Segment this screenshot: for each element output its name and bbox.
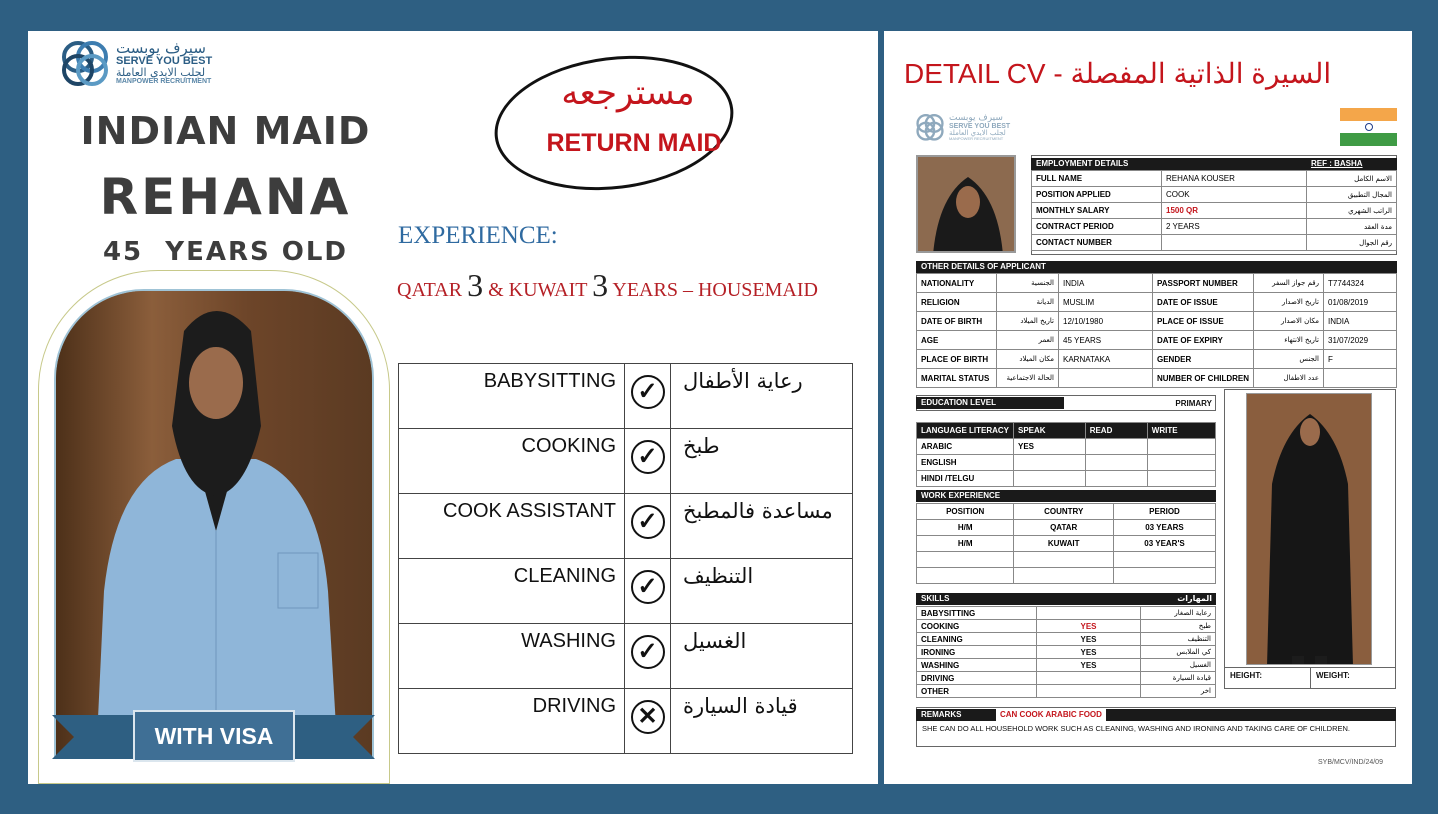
language-header: SPEAK (1014, 423, 1086, 439)
work-cell: QATAR (1014, 520, 1114, 536)
skill-name-en: BABYSITTING (399, 364, 625, 429)
skill-name-en: CLEANING (399, 559, 625, 624)
logo-english-sub: MANPOWER RECRUITMENT (116, 78, 212, 85)
skill-name-ar: الغسيل (671, 624, 853, 689)
work-experience-table (916, 503, 1216, 584)
work-column-header: PERIOD (1113, 504, 1215, 520)
field-label-ar: تاريخ الاصدار (1254, 293, 1324, 312)
language-cell (1014, 455, 1086, 471)
cv-logo (914, 111, 1010, 143)
skill-name-ar: الغسيل (1141, 659, 1216, 672)
skill-name-ar: رعاية الأطفال (671, 364, 853, 429)
ref-code: REF : BASHA (1311, 159, 1363, 168)
skill-name-en: WASHING (399, 624, 625, 689)
field-label: CONTACT NUMBER (1032, 235, 1162, 251)
other-details-table (916, 273, 1397, 388)
field-label: POSITION APPLIED (1032, 187, 1162, 203)
field-label: PASSPORT NUMBER (1153, 274, 1254, 293)
india-flag-icon (1340, 108, 1397, 146)
skill-row (399, 494, 853, 559)
field-label-ar: مكان الميلاد (997, 350, 1059, 369)
logo-arabic: سيرف يوبست (949, 112, 1003, 123)
skill-check-cell (625, 494, 671, 559)
field-label: DATE OF EXPIRY (1153, 331, 1254, 350)
field-label-ar: الجنسية (997, 274, 1059, 293)
employment-title: EMPLOYMENT DETAILS (1036, 159, 1129, 168)
skill-name-ar: طبخ (1141, 620, 1216, 633)
checkmark-icon: ✓ (631, 570, 665, 604)
detail-row (917, 312, 1397, 331)
field-label-ar: رقم جواز السفر (1254, 274, 1324, 293)
field-label: AGE (917, 331, 997, 350)
employment-row (1032, 187, 1397, 203)
remarks-label: REMARKS (921, 710, 962, 719)
field-value (1059, 369, 1153, 388)
work-row (917, 536, 1216, 552)
field-value: KARNATAKA (1059, 350, 1153, 369)
logo-english: SERVE YOU BEST (949, 122, 1011, 130)
field-label: NATIONALITY (917, 274, 997, 293)
logo-knot-icon (914, 111, 946, 143)
cv-skill-row (917, 646, 1216, 659)
exp-years-2: 3 (592, 267, 609, 303)
language-cell: ENGLISH (917, 455, 1014, 471)
employment-header (1031, 158, 1397, 170)
language-header: READ (1085, 423, 1147, 439)
field-value: INDIA (1324, 312, 1397, 331)
work-row (917, 568, 1216, 584)
field-value: COOK (1162, 187, 1307, 203)
skill-name: CLEANING (917, 633, 1037, 646)
skill-name: OTHER (917, 685, 1037, 698)
field-label: NUMBER OF CHILDREN (1153, 369, 1254, 388)
cv-skill-row (917, 659, 1216, 672)
detail-row (917, 331, 1397, 350)
language-cell: HINDI /TELGU (917, 471, 1014, 487)
skills-header (916, 593, 1216, 605)
cv-photo-small (916, 155, 1016, 253)
logo-knot-icon (58, 37, 112, 89)
return-arabic: مسترجعه (561, 73, 695, 113)
language-row (917, 471, 1216, 487)
divider (1310, 667, 1311, 689)
logo-english: SERVE YOU BEST (116, 55, 213, 67)
field-label: PLACE OF ISSUE (1153, 312, 1254, 331)
employment-row (1032, 219, 1397, 235)
skill-name-en: DRIVING (399, 689, 625, 754)
detail-row (917, 350, 1397, 369)
skill-name-ar: التنظيف (1141, 633, 1216, 646)
work-cell (917, 568, 1014, 584)
remarks-highlight: CAN COOK ARABIC FOOD (996, 709, 1106, 721)
exp-part: YEARS – HOUSEMAID (608, 279, 818, 301)
skill-name-en: COOKING (399, 429, 625, 494)
employment-row (1032, 235, 1397, 251)
field-value: MUSLIM (1059, 293, 1153, 312)
skill-name-ar: التنظيف (671, 559, 853, 624)
detail-row (917, 274, 1397, 293)
work-header-row (917, 504, 1216, 520)
cv-photo-full (1246, 393, 1372, 665)
with-visa-badge: WITH VISA (133, 710, 295, 762)
language-cell (1147, 455, 1215, 471)
checkmark-icon: ✓ (631, 505, 665, 539)
skill-name: DRIVING (917, 672, 1037, 685)
skill-row (399, 429, 853, 494)
education-label: EDUCATION LEVEL (916, 397, 1064, 409)
checkmark-icon: ✓ (631, 635, 665, 669)
logo-arabic: سيرف يوبست (116, 39, 206, 57)
work-cell: 03 YEARS (1113, 520, 1215, 536)
field-value: 45 YEARS (1059, 331, 1153, 350)
language-cell: YES (1014, 439, 1086, 455)
field-label-ar: تاريخ الانتهاء (1254, 331, 1324, 350)
field-label-ar: المجال التطبيق (1307, 187, 1397, 203)
field-value: 1500 QR (1162, 203, 1307, 219)
maid-nationality: INDIAN MAID (80, 109, 371, 153)
field-label: GENDER (1153, 350, 1254, 369)
checkmark-icon: ✓ (631, 440, 665, 474)
field-label: FULL NAME (1032, 171, 1162, 187)
field-label-ar: العمر (997, 331, 1059, 350)
cv-skills-table (916, 606, 1216, 698)
language-table (916, 422, 1216, 487)
height-label: HEIGHT: (1230, 671, 1262, 680)
skill-check-cell (625, 624, 671, 689)
field-value (1324, 369, 1397, 388)
skill-name-ar: كي الملابس (1141, 646, 1216, 659)
cv-skill-row (917, 620, 1216, 633)
detail-row (917, 293, 1397, 312)
maid-photo (54, 289, 374, 759)
work-row (917, 520, 1216, 536)
skill-name: BABYSITTING (917, 607, 1037, 620)
language-cell (1014, 471, 1086, 487)
language-cell (1085, 439, 1147, 455)
language-header-row (917, 423, 1216, 439)
skill-value: YES (1037, 646, 1141, 659)
field-label: MONTHLY SALARY (1032, 203, 1162, 219)
maid-name: REHANA (99, 168, 352, 226)
field-value: INDIA (1059, 274, 1153, 293)
cv-skill-row (917, 633, 1216, 646)
detail-row (917, 369, 1397, 388)
exp-years-1: 3 (467, 267, 484, 303)
field-value: 31/07/2029 (1324, 331, 1397, 350)
exp-part: & KUWAIT (483, 279, 593, 301)
work-cell (1014, 552, 1114, 568)
logo-arabic-sub: لجلب الايدي العاملة (116, 66, 206, 79)
skill-name-ar: اخر (1141, 685, 1216, 698)
skill-name: IRONING (917, 646, 1037, 659)
skill-check-cell (625, 559, 671, 624)
language-cell: ARABIC (917, 439, 1014, 455)
language-row (917, 455, 1216, 471)
work-cell (1113, 552, 1215, 568)
skill-check-cell (625, 364, 671, 429)
work-cell (917, 552, 1014, 568)
return-english: RETURN MAID (546, 129, 722, 157)
field-label: CONTRACT PERIOD (1032, 219, 1162, 235)
language-header: WRITE (1147, 423, 1215, 439)
skill-value: YES (1037, 659, 1141, 672)
employment-table (1031, 170, 1397, 251)
work-column-header: COUNTRY (1014, 504, 1114, 520)
field-value: T7744324 (1324, 274, 1397, 293)
skill-check-cell (625, 689, 671, 754)
exp-part: QATAR (397, 279, 468, 301)
skills-title: SKILLS (921, 594, 950, 603)
work-cell: KUWAIT (1014, 536, 1114, 552)
field-label-ar: رقم الجوال (1307, 235, 1397, 251)
field-value: 12/10/1980 (1059, 312, 1153, 331)
work-row (917, 552, 1216, 568)
field-value: F (1324, 350, 1397, 369)
skill-check-cell (625, 429, 671, 494)
skill-value: YES (1037, 620, 1141, 633)
cv-skill-row (917, 607, 1216, 620)
skill-row (399, 364, 853, 429)
field-value: 2 YEARS (1162, 219, 1307, 235)
skill-name-ar: رعاية الصغار (1141, 607, 1216, 620)
work-experience-header: WORK EXPERIENCE (916, 490, 1216, 502)
field-label-ar: عدد الاطفال (1254, 369, 1324, 388)
field-label-ar: مدة العقد (1307, 219, 1397, 235)
field-label: MARITAL STATUS (917, 369, 997, 388)
company-logo (58, 37, 212, 89)
skill-name-en: COOK ASSISTANT (399, 494, 625, 559)
work-cell: H/M (917, 536, 1014, 552)
profile-panel (28, 31, 878, 784)
field-label-ar: مكان الاصدار (1254, 312, 1324, 331)
field-label-ar: الراتب الشهري (1307, 203, 1397, 219)
field-label: DATE OF ISSUE (1153, 293, 1254, 312)
remarks-text: SHE CAN DO ALL HOUSEHOLD WORK SUCH AS CLEANING, WASHING AND IRONING AND TAKING CARE OF CHILDREN. (922, 724, 1350, 733)
skill-row (399, 624, 853, 689)
checkmark-icon: ✓ (631, 375, 665, 409)
remarks-header (916, 709, 1396, 721)
field-label: RELIGION (917, 293, 997, 312)
work-cell (1113, 568, 1215, 584)
field-label-ar: الديانة (997, 293, 1059, 312)
employment-row (1032, 171, 1397, 187)
field-label-ar: تاريخ الميلاد (997, 312, 1059, 331)
other-details-header: OTHER DETAILS OF APPLICANT (916, 261, 1397, 273)
field-value: REHANA KOUSER (1162, 171, 1307, 187)
language-cell (1085, 471, 1147, 487)
experience-detail (397, 267, 818, 304)
language-cell (1147, 439, 1215, 455)
language-header: LANGUAGE LITERACY (917, 423, 1014, 439)
field-label-ar: الحالة الاجتماعية (997, 369, 1059, 388)
skill-name-ar: مساعدة فالمطبخ (671, 494, 853, 559)
field-label: PLACE OF BIRTH (917, 350, 997, 369)
education-value: PRIMARY (1175, 399, 1212, 408)
work-cell: H/M (917, 520, 1014, 536)
field-label: DATE OF BIRTH (917, 312, 997, 331)
logo-arabic-sub: لجلب الايدي العاملة (949, 128, 1006, 137)
skill-row (399, 559, 853, 624)
skill-name: COOKING (917, 620, 1037, 633)
return-oval (487, 43, 741, 203)
field-label-ar: الجنس (1254, 350, 1324, 369)
experience-label: EXPERIENCE: (398, 222, 558, 249)
logo-english-sub: MANPOWER RECRUITMENT (949, 135, 1004, 141)
weight-label: WEIGHT: (1316, 671, 1350, 680)
skills-table (398, 363, 853, 754)
language-cell (1147, 471, 1215, 487)
skill-row (399, 689, 853, 754)
language-cell (1085, 455, 1147, 471)
skill-name-ar: طبخ (671, 429, 853, 494)
work-cell (1014, 568, 1114, 584)
maid-age: 45 YEARS OLD (102, 237, 349, 267)
employment-row (1032, 203, 1397, 219)
work-column-header: POSITION (917, 504, 1014, 520)
cv-skill-row (917, 685, 1216, 698)
work-cell: 03 YEAR'S (1113, 536, 1215, 552)
field-value: 01/08/2019 (1324, 293, 1397, 312)
skill-value: YES (1037, 633, 1141, 646)
skills-title-ar: المهارات (1177, 594, 1212, 603)
cross-icon: ✕ (631, 700, 665, 734)
detail-cv-panel (884, 31, 1412, 784)
skill-name-ar: قيادة السيارة (671, 689, 853, 754)
footer-code: SYB/MCV/IND/24/09 (1318, 759, 1383, 766)
field-value (1162, 235, 1307, 251)
language-row (917, 439, 1216, 455)
skill-value (1037, 607, 1141, 620)
skill-name-ar: قيادة السيارة (1141, 672, 1216, 685)
cv-title: DETAIL CV - السيرة الذاتية المفصلة (904, 58, 1332, 89)
field-label-ar: الاسم الكامل (1307, 171, 1397, 187)
skill-value (1037, 685, 1141, 698)
cv-skill-row (917, 672, 1216, 685)
skill-name: WASHING (917, 659, 1037, 672)
skill-value (1037, 672, 1141, 685)
